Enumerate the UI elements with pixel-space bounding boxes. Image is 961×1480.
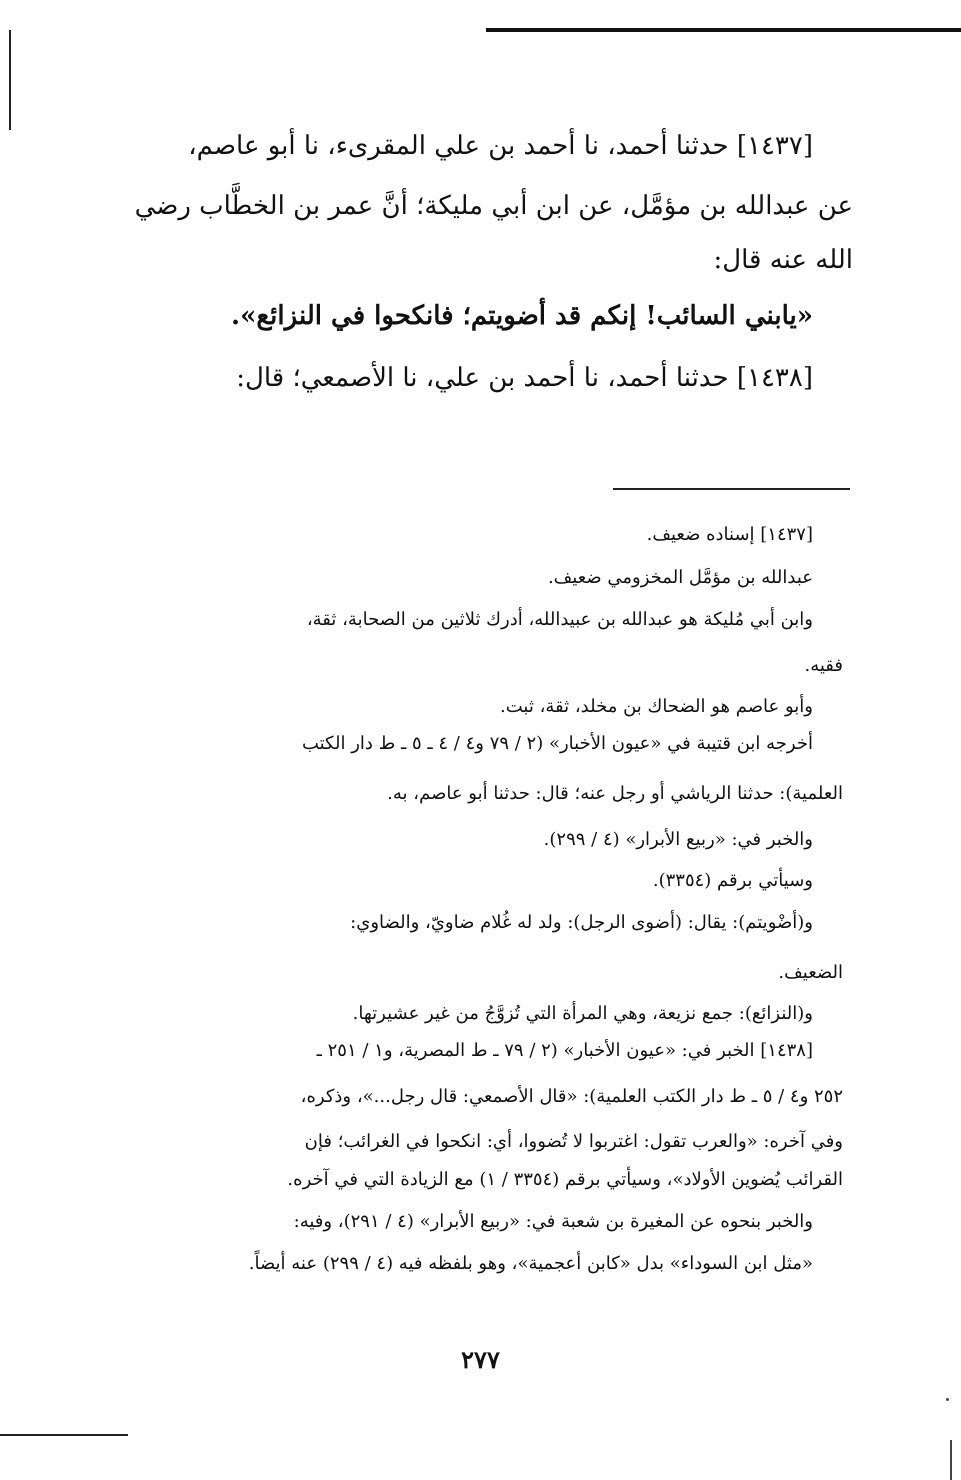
footnote-line-16: القرائب يُضوين الأولاد»، وسيأتي برقم (٣٣٥٤ / ١) مع الزيادة التي في آخره.: [287, 1169, 843, 1190]
main-line-3: الله عنه قال:: [713, 245, 853, 275]
footnote-line-9: وسيأتي برقم (٣٣٥٤).: [652, 870, 813, 891]
footnote-line-4: فقيه.: [804, 655, 843, 676]
page-number: ٢٧٧: [461, 1345, 500, 1374]
main-line-2: عن عبدالله بن مؤمَّل، عن ابن أبي مليكة؛ أنَّ عمر بن الخطَّاب رضي: [134, 191, 853, 221]
footnote-line-18: «مثل ابن السوداء» بدل «كابن أعجمية»، وهو بلفظه فيه (٤ / ٢٩٩) عنه أيضاً.: [248, 1253, 813, 1274]
footnote-line-13: [١٤٣٨] الخبر في: «عيون الأخبار» (٢ / ٧٩ ـ ط المصرية، و١ / ٢٥١ ـ: [316, 1040, 813, 1061]
footnote-line-12: و(النزائع): جمع نزيعة، وهي المرأة التي تُزوَّجُ من غير عشيرتها.: [352, 1003, 813, 1024]
scan-edge-top: [486, 28, 961, 32]
main-line-5: [١٤٣٨] حدثنا أحمد، نا أحمد بن علي، نا الأصمعي؛ قال:: [236, 363, 813, 393]
footnote-line-17: والخبر بنحوه عن المغيرة بن شعبة في: «ربيع الأبرار» (٤ / ٢٩١)، وفيه:: [293, 1211, 813, 1232]
scan-edge-right: [950, 1440, 952, 1480]
footnote-line-5: وأبو عاصم هو الضحاك بن مخلد، ثقة، ثبت.: [500, 696, 813, 717]
footnote-separator: [613, 488, 850, 490]
footnote-line-3: وابن أبي مُليكة هو عبدالله بن عبيدالله، أدرك ثلاثين من الصحابة، ثقة،: [306, 609, 813, 630]
footnote-line-6: أخرجه ابن قتيبة في «عيون الأخبار» (٢ / ٧٩ و٤ / ٤ ـ ٥ ـ ط دار الكتب: [301, 733, 813, 754]
footnote-line-11: الضعيف.: [778, 962, 843, 983]
scan-edge-left: [9, 30, 11, 130]
footnote-line-15: وفي آخره: «والعرب تقول: اغتربوا لا تُضووا، أي: انكحوا في الغرائب؛ فإن: [304, 1131, 843, 1152]
scan-edge-bottom: [0, 1434, 128, 1436]
scan-speck: [946, 1398, 949, 1401]
footnote-line-14: ٢٥٢ و٤ / ٥ ـ ط دار الكتب العلمية): «قال الأصمعي: قال رجل...»، وذكره،: [300, 1086, 843, 1107]
footnote-line-7: العلمية): حدثنا الرياشي أو رجل عنه؛ قال: حدثنا أبو عاصم، به.: [387, 783, 843, 804]
main-line-1: [١٤٣٧] حدثنا أحمد، نا أحمد بن علي المقرىء، نا أبو عاصم،: [188, 131, 813, 161]
footnote-line-1: [١٤٣٧] إسناده ضعيف.: [646, 524, 813, 545]
footnote-line-8: والخبر في: «ربيع الأبرار» (٤ / ٢٩٩).: [543, 829, 813, 850]
footnote-line-2: عبدالله بن مؤمَّل المخزومي ضعيف.: [547, 567, 813, 588]
main-quote: «يابني السائب! إنكم قد أضويتم؛ فانكحوا في النزائع».: [231, 301, 813, 331]
footnote-line-10: و(أضْويتم): يقال: (أضوى الرجل): ولد له غُلام ضاويّ، والضاوي:: [350, 912, 813, 933]
